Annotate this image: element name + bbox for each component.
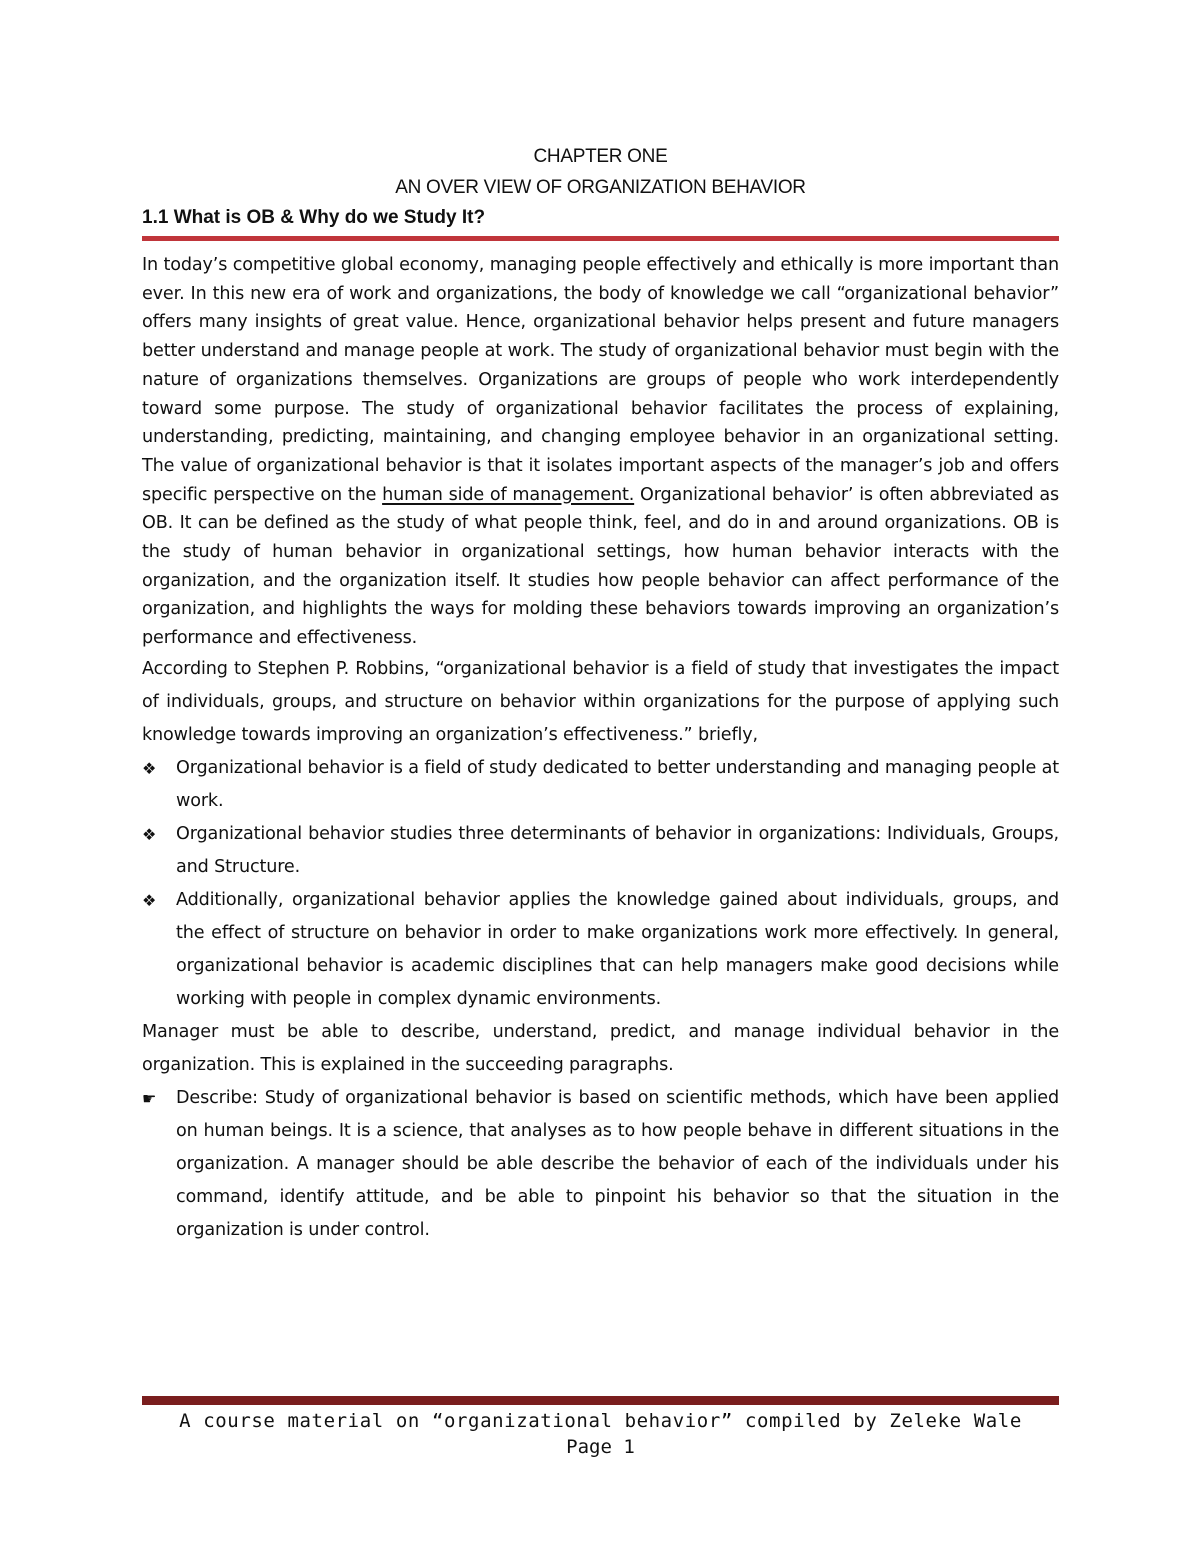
list-item: [142, 1082, 1059, 1247]
page-content: [142, 142, 1059, 1247]
list-item: [142, 752, 1059, 818]
diamond-bullet-icon: ❖: [142, 824, 157, 844]
chapter-title: CHAPTER ONE: [533, 146, 668, 167]
describe-bullet-list: [142, 1082, 1059, 1247]
list-item-text: Organizational behavior is a field of study dedicated to better understanding and managing people at work.: [176, 757, 1059, 811]
pointing-hand-icon: ☛: [142, 1088, 157, 1108]
underlined-phrase: human side of management.: [382, 484, 635, 505]
chapter-subtitle: AN OVER VIEW OF ORGANIZATION BEHAVIOR: [395, 177, 806, 198]
manager-paragraph: Manager must be able to describe, understand, predict, and manage individual behavior in the organization. This is explained in the succeeding paragraphs.: [142, 1021, 1059, 1075]
diamond-bullet-icon: ❖: [142, 890, 157, 910]
list-item: [142, 818, 1059, 884]
footer-text: A course material on “organizational behavior” compiled by Zeleke Wale: [179, 1410, 1022, 1432]
intro-paragraph: [142, 251, 1059, 653]
footer-rule-thin: [142, 1404, 1059, 1405]
section-heading: 1.1 What is OB & Why do we Study It?: [142, 207, 486, 228]
intro-text-a: In today’s competitive global economy, managing people effectively and ethically is more important than ever. In this new era of work and organizations, the body of knowledge we call “organizational behavior” offers many insights of great value. Hence, organizational behavior helps present and future managers better understand and manage people at work. The study of organizational behavior must begin with the nature of organizations themselves. Organizations are groups of people who work interdependently toward some purpose. The study of organizational behavior facilitates the process of explaining, understanding, predicting, maintaining, and changing employee behavior in an organizational setting. The value of organizational behavior is that it isolates important aspects of the manager’s job and offers specific perspective on the: [142, 255, 1059, 505]
list-item-text: Describe: Study of organizational behavior is based on scientific methods, which have been applied on human beings. It is a science, that analyses as to how people behave in different situations in the organization. A manager should be able describe the behavior of each of the individuals under his command, identify attitude, and be able to pinpoint his behavior so that the situation in the organization is under control.: [176, 1087, 1059, 1240]
intro-text-b: Organizational behavior’ is often abbreviated as OB. It can be defined as the study of what people think, feel, and do in and around organizations. OB is the study of human behavior in organizational settings, how human behavior interacts with the organization, and the organization itself. It studies how people behavior can affect performance of the organization, and highlights the ways for molding these behaviors towards improving an organization’s performance and effectiveness.: [142, 484, 1059, 649]
footer-rule: [142, 1396, 1059, 1404]
list-item: [142, 884, 1059, 1016]
list-item-text: Organizational behavior studies three determinants of behavior in organizations: Individuals, Groups, and Structure.: [176, 823, 1059, 877]
diamond-bullet-icon: ❖: [142, 758, 157, 778]
robbins-definition-paragraph: According to Stephen P. Robbins, “organizational behavior is a field of study that investigates the impact of individuals, groups, and structure on behavior within organizations for the purpose of applying such knowledge towards improving an organization’s effectiveness.” briefly,: [142, 658, 1059, 745]
list-item-text: Additionally, organizational behavior applies the knowledge gained about individuals, groups, and the effect of structure on behavior in order to make organizations work more effectively. In general, organizational behavior is academic disciplines that can help managers make good decisions while working with people in complex dynamic environments.: [176, 889, 1059, 1009]
definition-bullet-list: [142, 752, 1059, 1016]
heading-rule: [142, 236, 1059, 241]
page-number: Page 1: [566, 1436, 635, 1458]
